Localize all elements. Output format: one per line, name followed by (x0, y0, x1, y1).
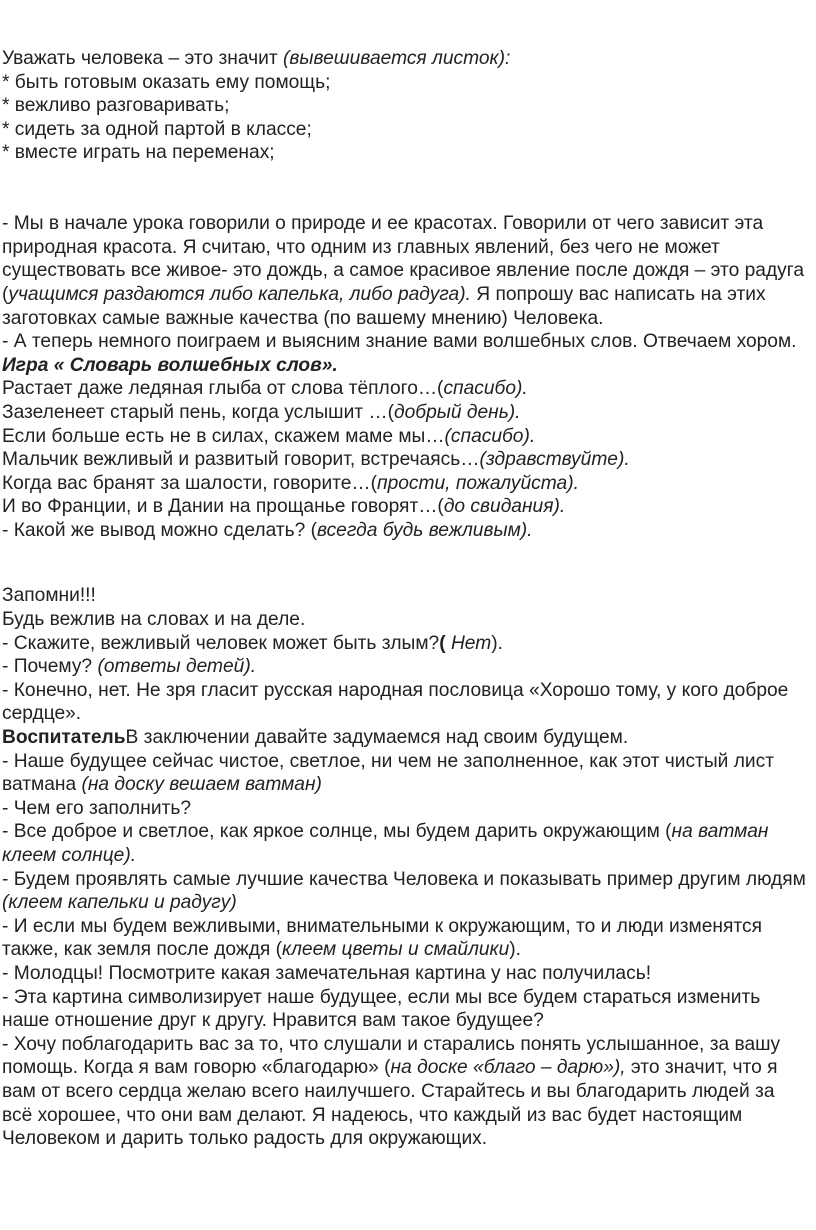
game-line (2, 448, 810, 472)
future-paragraph (2, 750, 810, 797)
game-line (2, 401, 810, 425)
future-qualities (2, 868, 810, 915)
future-text: - Все доброе и светлое, как яркое солнце, мы будем дарить окружающим ( (2, 821, 672, 843)
intro-note: (вывешивается листок): (282, 48, 511, 69)
question-text: - Почему? (2, 656, 98, 678)
question-why (2, 655, 810, 679)
game-line (2, 495, 810, 519)
intro-item: * вместе играть на переменах; (2, 142, 275, 164)
game-line-answer: спасибо). (443, 378, 528, 400)
future-note: клеем цветы и смайлики (282, 939, 510, 961)
game-line-answer: (спасибо). (444, 425, 536, 447)
teacher-label: Воспитатель (2, 727, 126, 749)
teacher-text: В заключении давайте задумаемся над своим будущем. (125, 727, 629, 749)
future-text: - Наше будущее сейчас чистое, светлое, ни чем не заполненное, как этот чистый лист ватмана (2, 750, 775, 796)
question-bracket: ( (439, 632, 451, 654)
intro-item: * сидеть за одной партой в классе; (2, 118, 312, 140)
remember-line: Будь вежлив на словах и на деле. (2, 609, 306, 631)
future-note: (на доску вешаем ватман) (81, 774, 322, 796)
game-line (2, 377, 810, 401)
game-line (2, 472, 810, 496)
proverb-paragraph: - Конечно, нет. Не зря гласит русская народная пословица «Хорошо тому, у кого доброе сердце». (2, 679, 789, 725)
future-polite (2, 915, 810, 962)
game-line (2, 425, 810, 449)
game-intro-paragraph: - А теперь немного поиграем и выясним знание вами волшебных слов. Отвечаем хором. (2, 331, 797, 353)
game-line-answer: (здравствуйте). (479, 449, 630, 471)
future-note: на доске «благо – дарю»), (390, 1057, 626, 1079)
game-title (2, 354, 810, 378)
spacer (2, 542, 810, 584)
game-line-text: Когда вас бранят за шалости, говорите…( (2, 472, 378, 494)
game-conclusion-text: - Какой же вывод можно сделать? ( (2, 519, 317, 541)
remember-title: Запомни!!! (2, 585, 96, 607)
game-title-text: Игра « Словарь волшебных слов». (2, 354, 338, 376)
game-line-text: И во Франции, и в Дании на прощанье говорят…( (2, 496, 444, 518)
future-sun (2, 820, 810, 867)
future-praise: - Молодцы! Посмотрите какая замечательная картина у нас получилась! (2, 962, 652, 984)
question-note: (ответы детей). (97, 656, 257, 678)
intro-item: * быть готовым оказать ему помощь; (2, 71, 331, 93)
intro-item: * вежливо разговаривать; (2, 95, 230, 117)
game-line-answer: прости, пожалуйста). (377, 472, 579, 494)
future-text: - Хочу поблагодарить вас за то, что слушали и старались понять услышанное, за вашу помощь. Когда я вам говорю «благодарю» ( (2, 1033, 781, 1079)
question-text: - Скажите, вежливый человек может быть злым? (2, 632, 440, 654)
document-page (2, 47, 810, 1151)
intro-text: Уважать человека – это значит (2, 48, 283, 69)
game-line-text: Зазеленеет старый пень, когда услышит …( (2, 401, 394, 423)
future-text: - И если мы будем вежливыми, внимательными к окружающим, то и люди изменятся также, как земля после дождя ( (2, 915, 762, 961)
future-note: на ватман клеем солнце). (2, 821, 769, 866)
nature-text: - Мы в начале урока говорили о природе и ее красотах. Говорили от чего зависит эта природная красота. Я считаю, что одним из главных явлений, без чего не может существовать все живое- это дождь, а самое красивое явление после дождя – это радуга ( (2, 213, 804, 305)
game-line-answer: до свидания). (443, 496, 566, 518)
future-note: (клеем капельки и радугу) (2, 892, 237, 914)
future-question: - Чем его заполнить? (2, 797, 192, 819)
future-symbol: - Эта картина символизирует наше будущее, если мы все будем стараться изменить наше отношение друг к другу. Нравится вам такое будущее? (2, 986, 761, 1032)
game-line-answer: добрый день). (394, 401, 521, 423)
game-line-text: Если больше есть не в силах, скажем маме мы… (2, 425, 445, 447)
nature-paragraph (2, 212, 810, 330)
teacher-paragraph (2, 726, 810, 750)
future-end: ). (509, 939, 522, 961)
future-text: - Будем проявлять самые лучшие качества Человека и показывать пример другим людям (2, 868, 806, 890)
intro-line (2, 47, 810, 71)
future-thanks (2, 1033, 810, 1151)
future-text-end: это значит, что я вам от всего сердца желаю всего наилучшего. Старайтесь и вы благодарить людей за всё хорошее, что они вам делают. Я надеюсь, что каждый из вас будет настоящим Человеком и дарить только радость для окружающих. (2, 1057, 778, 1150)
nature-note: учащимся раздаются либо капелька, либо радуга). (8, 283, 471, 305)
nature-text-end: Я попрошу вас написать на этих заготовках самые важные качества (по вашему мнению) Человека. (2, 283, 766, 329)
question-answer: Нет (450, 632, 492, 654)
game-line-text: Растает даже ледяная глыба от слова тёплого…( (2, 378, 444, 400)
question-end: ). (491, 632, 503, 654)
spacer (2, 165, 810, 212)
game-conclusion-answer: всегда будь вежливым). (317, 519, 533, 541)
game-conclusion (2, 519, 810, 543)
game-line-text: Мальчик вежливый и развитый говорит, встречаясь… (2, 449, 480, 471)
question-evil (2, 632, 810, 656)
